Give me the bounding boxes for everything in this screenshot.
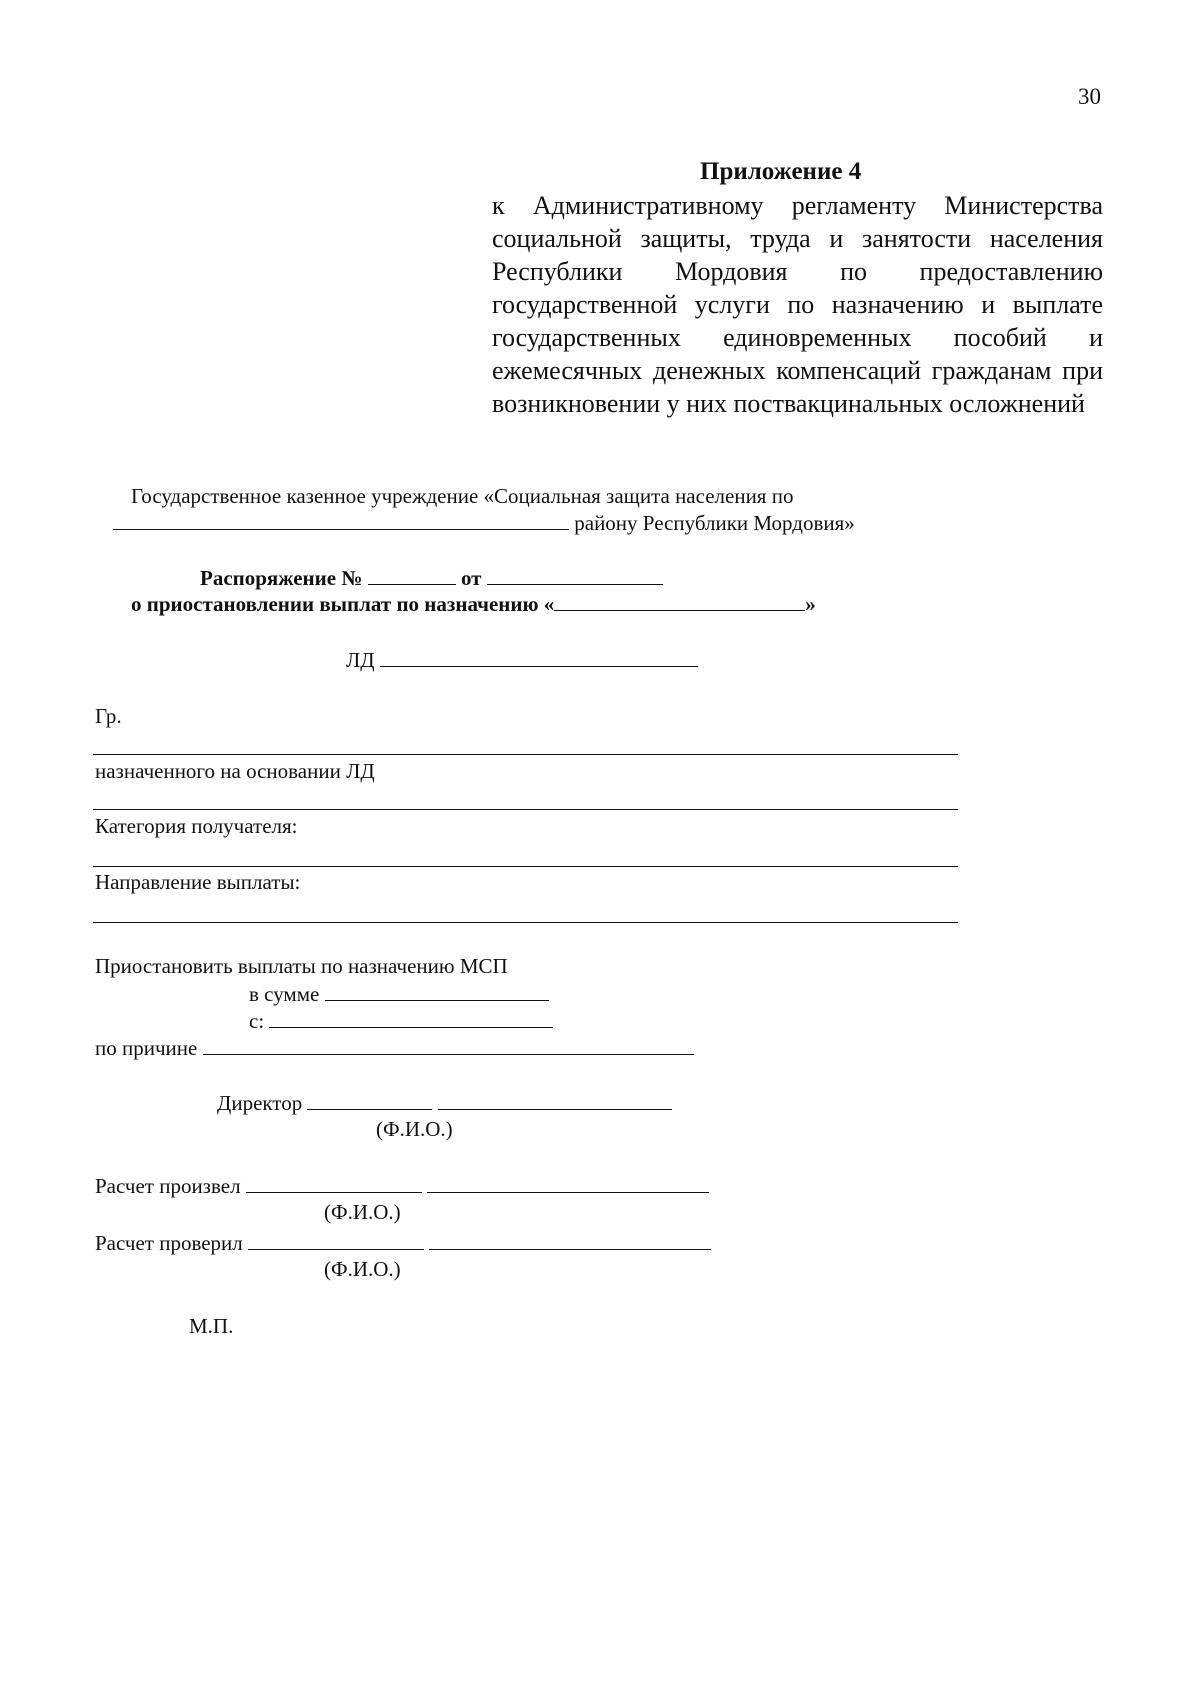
category-label: Категория получателя: [95, 814, 298, 838]
director-fio: (Ф.И.О.) [376, 1117, 453, 1141]
ld-line [346, 648, 698, 673]
appendix-title: Приложение 4 [700, 158, 862, 185]
calculated-fio: (Ф.И.О.) [324, 1200, 401, 1224]
director-name-blank [438, 1108, 672, 1110]
checked-fio: (Ф.И.О.) [324, 1257, 401, 1281]
calculated-name-blank [427, 1191, 709, 1193]
reason-label: по причине [95, 1036, 198, 1060]
checked-label: Расчет проверил [95, 1231, 243, 1255]
citizen-blank [93, 754, 958, 755]
order-subtitle-end: » [805, 592, 816, 616]
from-date-blank [269, 1026, 553, 1028]
assigned-blank [93, 809, 958, 810]
ld-blank [380, 665, 698, 667]
district-blank [113, 528, 569, 530]
institution-line-2-text: району Республики Мордовия» [574, 511, 855, 535]
institution-line-2 [113, 511, 855, 536]
direction-blank [93, 922, 958, 923]
order-from: от [460, 566, 482, 590]
checked-line [95, 1231, 711, 1256]
director-line [217, 1091, 672, 1116]
appendix-text: к Административному регламенту Министерства социальной защиты, труда и занятости населения Республики Мордовия по предоставлению государственной услуги по назначению и выплате государственных единовременных пособий и ежемесячных денежных компенсаций гражданам при возникновении у них поствакцинальных осложнений [492, 191, 1103, 418]
order-title: Распоряжение № [200, 566, 363, 590]
amount-blank [325, 999, 549, 1001]
order-subtitle-line [131, 592, 816, 617]
checked-signature-blank [248, 1248, 424, 1250]
amount-label: в сумме [249, 982, 320, 1006]
category-blank [93, 866, 958, 867]
institution-line-1: Государственное казенное учреждение «Социальная защита населения по [131, 484, 794, 508]
checked-name-blank [429, 1248, 711, 1250]
order-date-blank [487, 583, 663, 585]
assigned-label: назначенного на основании ЛД [95, 759, 375, 783]
citizen-label: Гр. [95, 704, 122, 728]
ld-label: ЛД [346, 648, 375, 672]
director-signature-blank [307, 1108, 432, 1110]
suspend-label: Приостановить выплаты по назначению МСП [95, 954, 508, 978]
calculated-label: Расчет произвел [95, 1174, 241, 1198]
reason-blank [203, 1053, 694, 1055]
direction-label: Направление выплаты: [95, 870, 301, 894]
from-date-line [249, 1009, 553, 1034]
order-number-blank [368, 583, 456, 585]
assignment-blank [554, 609, 805, 611]
page-number: 30 [1078, 84, 1101, 109]
order-subtitle: о приостановлении выплат по назначению « [131, 592, 555, 616]
from-date-label: с: [249, 1009, 265, 1033]
director-label: Директор [217, 1091, 303, 1115]
seal-label: М.П. [189, 1314, 234, 1338]
calculated-signature-blank [246, 1191, 422, 1193]
order-number-line [200, 566, 663, 591]
reason-line [95, 1036, 694, 1061]
amount-line [249, 982, 549, 1007]
calculated-line [95, 1174, 709, 1199]
